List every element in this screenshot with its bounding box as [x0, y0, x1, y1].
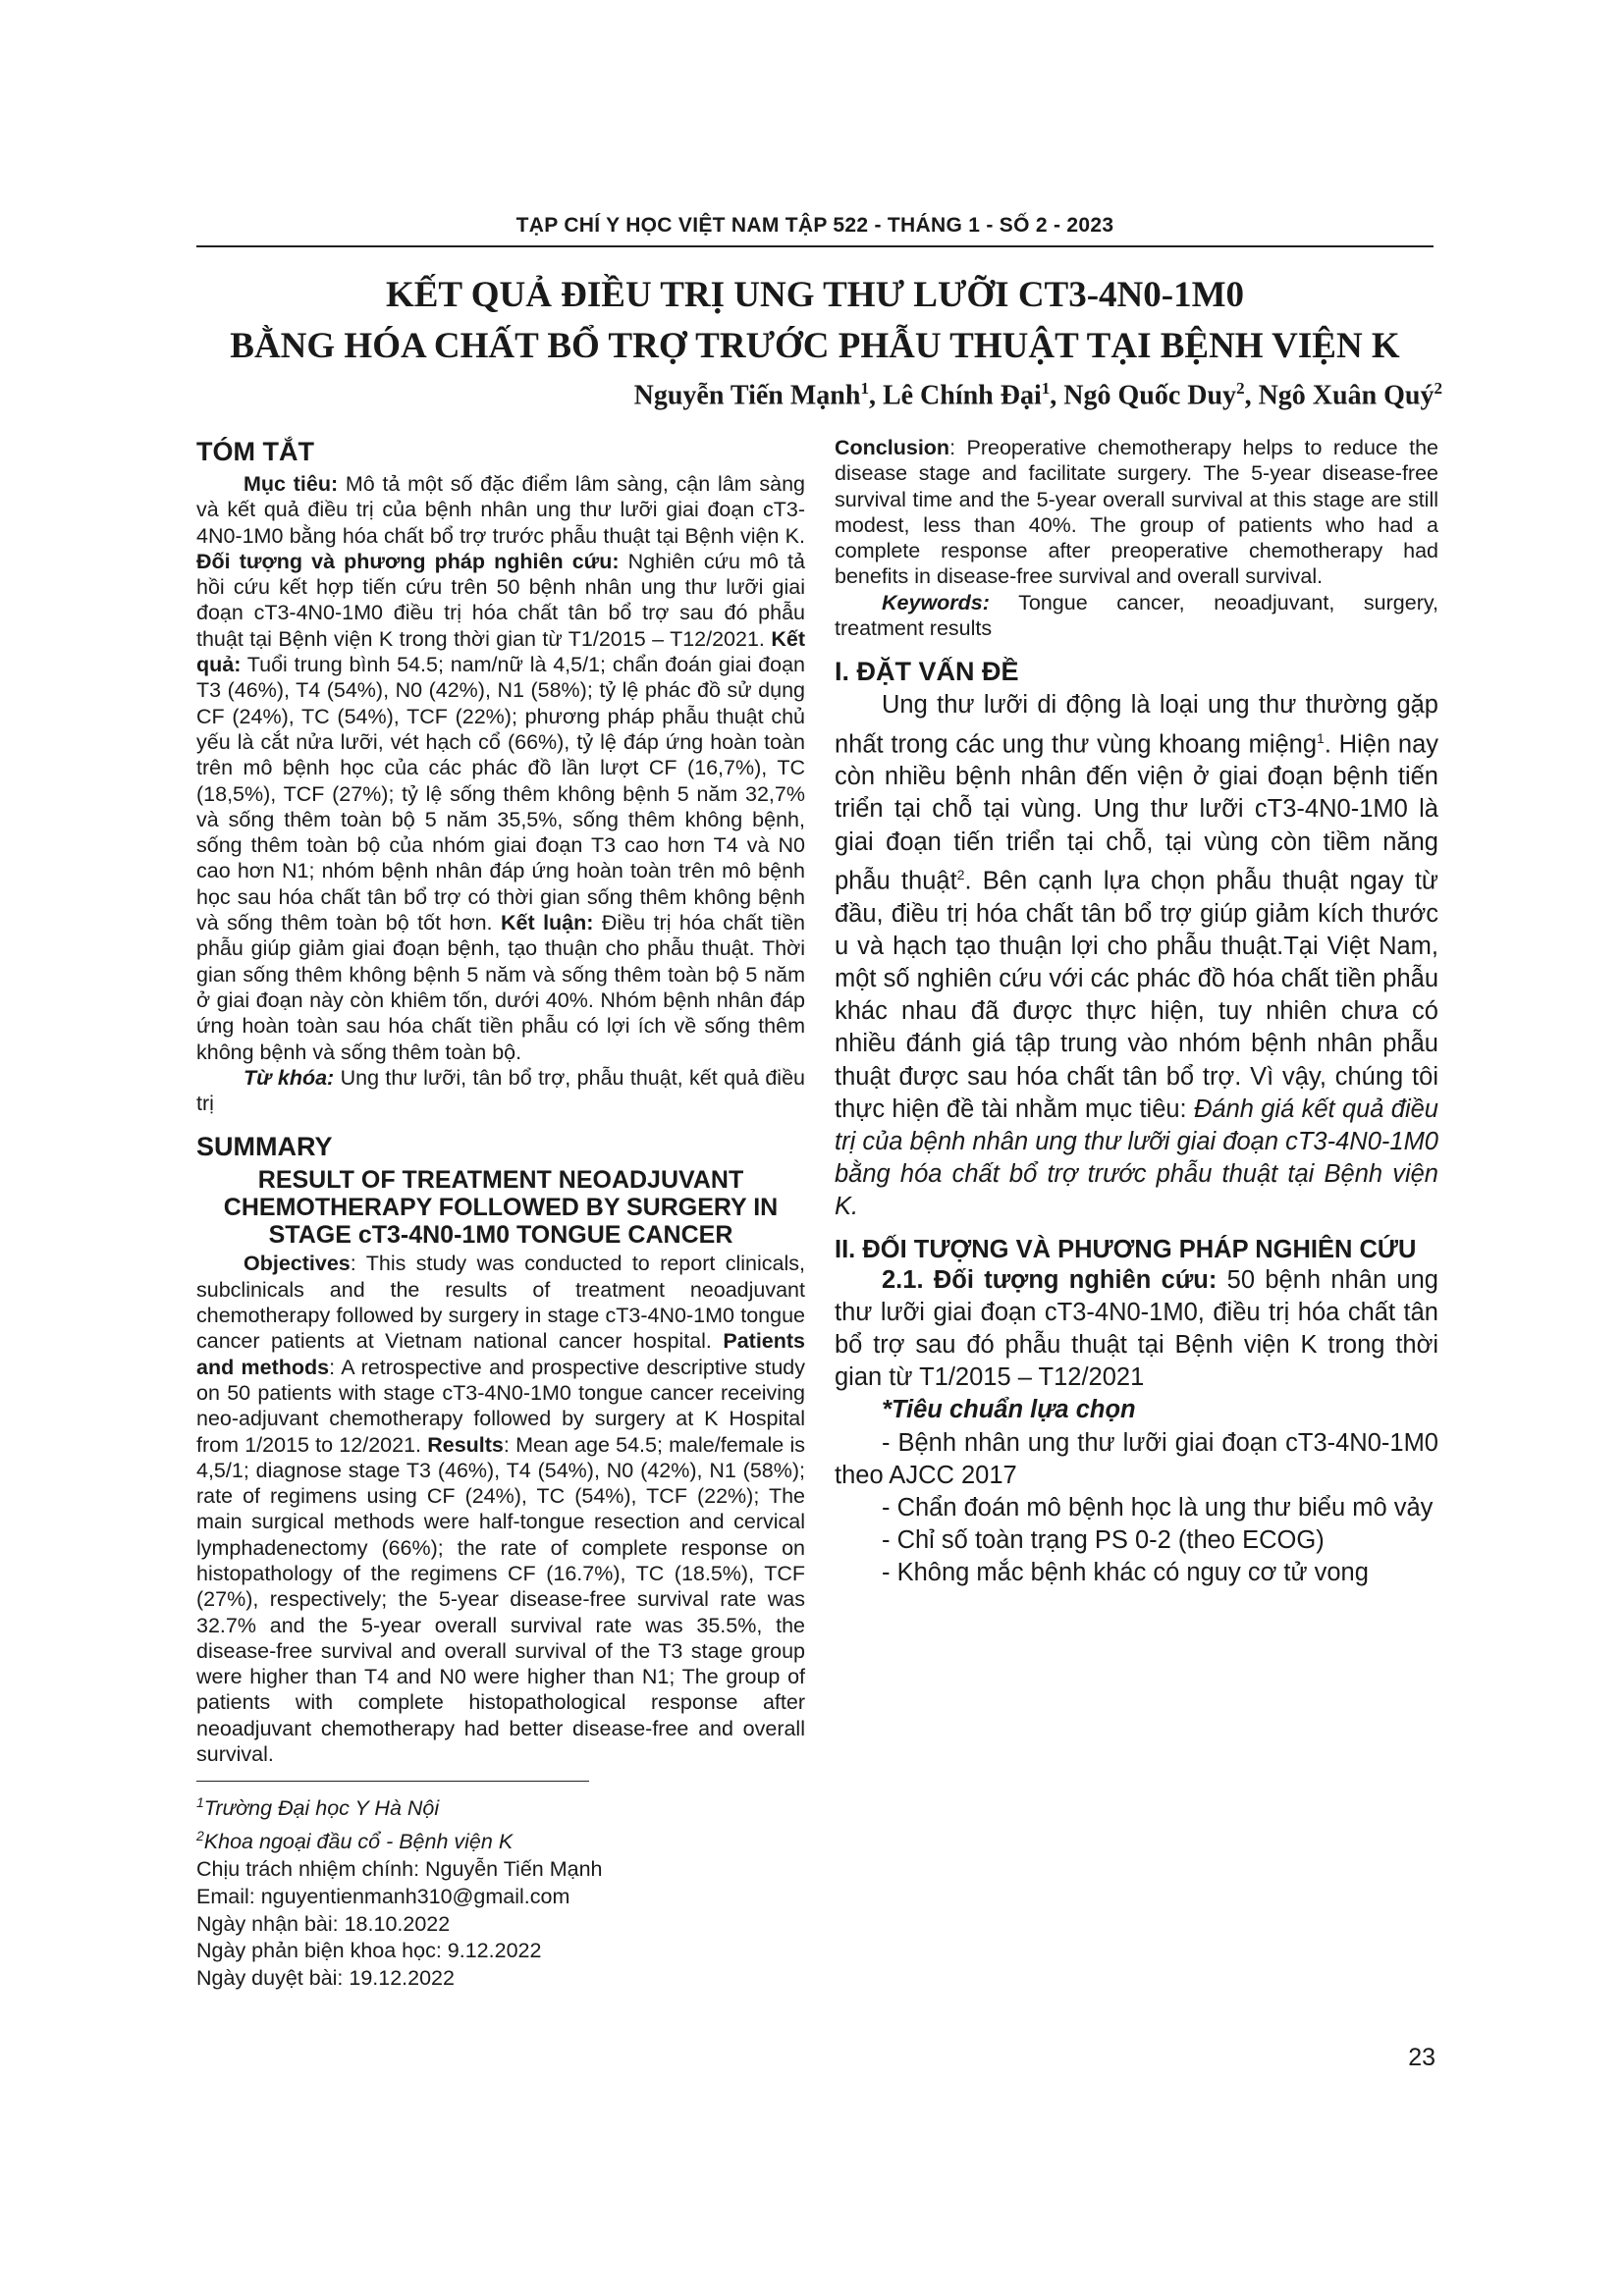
author-separator: , [1050, 380, 1064, 411]
subsection-2-1-label: 2.1. Đối tượng nghiên cứu: [882, 1265, 1218, 1294]
criteria-item: - Không mắc bệnh khác có nguy cơ tử vong [882, 1559, 1369, 1587]
author-2-affiliation: 1 [1041, 379, 1051, 398]
author-4: Ngô Xuân Quý [1258, 380, 1435, 411]
page-number: 23 [1408, 2044, 1435, 2071]
conclusion-en-label: Conclusion [835, 436, 950, 459]
results-en-text: : Mean age 54.5; male/female is 4,5/1; diagnose stage T3 (46%), T4 (54%), N0 (42%), N1 (58%); rate of regimens using CF (24%), TC (54%), TCF (22%); The main surgical methods were half-tongue resection and cervical lymphadenectomy (66%); the rate of complete response on histopathology of the regimens CF (16.7%), TC (18.5%), TCF (27%), respectively; the 5-year disease-free survival rate was 32.7% and the 5-year overall survival rate was 35.5%, the disease-free survival and overall survival of the T3 stage group were higher than T4 and N0 were higher than N1; The group of patients with complete histopathological response after neoadjuvant chemotherapy had better disease-free and overall survival. [196, 1432, 805, 1767]
subsection-2-1-text: 50 bệnh nhân ung thư lưỡi giai đoạn cT3-4N0-1M0, điều trị hóa chất tân bổ trợ sau đó phẫu thuật tại Bệnh viện K trong thời gian từ T1/2015 – T12/2021 [835, 1265, 1438, 1392]
results-en-label: Results [427, 1432, 504, 1457]
intro-text-a: Ung thư lưỡi di động là loại ung thư thường gặp nhất trong các ung thư vùng khoang miệng [835, 691, 1438, 759]
summary-title: RESULT OF TREATMENT NEOADJUVANT CHEMOTHERAPY FOLLOWED BY SURGERY IN STAGE cT3-4N0-1M0 TONGUE CANCER [223, 1166, 779, 1250]
footnote-aff-2: $^2$Khoa ngoại đầu cổ - Bệnh viện K [196, 1827, 514, 1854]
author-2: Lê Chính Đại [882, 380, 1042, 411]
criteria-heading-text: *Tiêu chuẩn lựa chọn [882, 1396, 1136, 1424]
results-text: Tuổi trung bình 54.5; nam/nữ là 4,5/1; chẩn đoán giai đoạn T3 (46%), T4 (54%), N0 (42%), N1 (58%); tỷ lệ phác đồ sử dụng CF (24%), TC (54%), TCF (22%); phương pháp phẫu thuật chủ yếu là cắt nửa lưỡi, vét hạch cổ (66%), tỷ lệ đáp ứng hoàn toàn trên mô bệnh học của các phác đồ lần lượt CF (16,7%), TC (18,5%), TCF (27%); tỷ lệ sống thêm không bệnh 5 năm 32,7% và sống thêm toàn bộ 5 năm 35,5%, sống thêm không bệnh, sống thêm toàn bộ của nhóm giai đoạn T3 cao hơn T4 và N0 cao hơn N1; nhóm bệnh nhân đáp ứng hoàn toàn trên mô bệnh học sau hóa chất tân bổ trợ có thời gian sống thêm không bệnh và sống thêm toàn bộ tốt hơn. [196, 653, 805, 935]
author-separator: , [868, 380, 883, 411]
section-2-heading: II. ĐỐI TƯỢNG VÀ PHƯƠNG PHÁP NGHIÊN CỨU [835, 1235, 1417, 1263]
footnote-email: Email: nguyentienmanh310@gmail.com [196, 1884, 570, 1908]
objectives-text: : This study was conducted to report clinicals, subclinicals and the results of treatment neoadjuvant chemotherapy followed by surgery in stage cT3-4N0-1M0 tongue cancer patients at Vietnam national cancer hospital. [196, 1252, 805, 1354]
author-1: Nguyễn Tiến Mạnh [633, 380, 861, 411]
criteria-heading [835, 1394, 1438, 1426]
footnote-accepted: Ngày duyệt bài: 19.12.2022 [196, 1966, 455, 1991]
patients-methods-text: : A retrospective and prospective descriptive study on 50 patients with stage cT3-4N0-1M0 tongue cancer receiving neo-adjuvant chemotherapy followed by surgery at K Hospital from 1/2015 to 12/2021. [196, 1355, 805, 1457]
criteria-item: - Chỉ số toàn trạng PS 0-2 (theo ECOG) [882, 1526, 1325, 1555]
section-2-1-paragraph [835, 1264, 1438, 1395]
objective-label: Mục tiêu: [244, 472, 339, 496]
conclusion-en-text: : Preoperative chemotherapy helps to reduce the disease stage and facilitate surgery. The 5-year disease-free survival time and the 5-year overall survival at this stage are still modest, less than 40%. The group of patients who had a complete response after preoperative chemotherapy had benefits in disease-free survival and overall survival. [835, 436, 1438, 589]
footnote-corresponding: Chịu trách nhiệm chính: Nguyễn Tiến Mạnh [196, 1856, 603, 1881]
footnotes [196, 1769, 805, 1993]
abstract-vi-body [196, 471, 805, 1065]
author-4-affiliation: 2 [1434, 379, 1442, 398]
author-3: Ngô Quốc Duy [1063, 380, 1237, 411]
keywords-en-text: Tongue cancer, neoadjuvant, surgery, treatment results [835, 590, 1438, 641]
abstract-en-body-left [196, 1251, 805, 1767]
methods-text: Nghiên cứu mô tả hồi cứu kết hợp tiến cứu trên 50 bệnh nhân ung thư lưỡi giai đoạn cT3-4N0-1M0 điều trị hóa chất tân bổ trợ sau đó phẫu thuật tại Bệnh viện K trong thời gian từ T1/2015 – T12/2021. [196, 549, 805, 651]
intro-text-c: . Bên cạnh lựa chọn phẫu thuật ngay từ đầu, điều trị hóa chất tân bổ trợ giúp giảm kích thước u và hạch tạo thuận lợi cho phẫu thuật.Tại Việt Nam, một số nghiên cứu với các phác đồ hóa chất tiền phẫu khác nhau đã được thực hiện, tuy nhiên chưa có nhiều đánh giá tập trung vào nhóm bệnh nhân phẫu thuật được sau hóa chất tân bổ trợ. Vì vậy, chúng tôi thực hiện đề tài nhằm mục tiêu: [835, 867, 1439, 1123]
keywords-en [835, 590, 1438, 642]
article-title [157, 270, 1473, 372]
results-label: Kết quả: [196, 626, 805, 677]
intro-text-b: . Hiện nay còn nhiều bệnh nhân đến viện ở giai đoạn bệnh tiến triển tại chỗ tại vùng. Ung thư lưỡi cT3-4N0-1M0 là giai đoạn tiến triển tại chỗ, tại vùng còn tiềm năng phẫu thuật [835, 730, 1439, 895]
keywords-vi-label: Từ khóa: [244, 1065, 335, 1090]
objective-text: Mô tả một số đặc điểm lâm sàng, cận lâm sàng và kết quả điều trị của bệnh nhân ung thư lưỡi giai đoạn cT3-4N0-1M0 bằng hóa chất bổ trợ trước phẫu thuật tại Bệnh viện K. [196, 472, 805, 548]
right-column [835, 435, 1438, 1590]
author-3-affiliation: 2 [1236, 379, 1245, 398]
criteria-item: - Bệnh nhân ung thư lưỡi giai đoạn cT3-4N0-1M0 theo AJCC 2017 [835, 1428, 1438, 1489]
methods-label: Đối tượng và phương pháp nghiên cứu: [196, 549, 620, 573]
author-list [634, 379, 1442, 411]
objectives-label: Objectives [244, 1252, 351, 1276]
summary-heading: SUMMARY [196, 1132, 333, 1162]
keywords-vi-text: Ung thư lưỡi, tân bổ trợ, phẫu thuật, kết quả điều trị [196, 1065, 805, 1116]
footnote-received: Ngày nhận bài: 18.10.2022 [196, 1911, 451, 1936]
author-1-affiliation: 1 [860, 379, 869, 398]
title-line-2: BẰNG HÓA CHẤT BỔ TRỢ TRƯỚC PHẪU THUẬT TẠI BỆNH VIỆN K [230, 326, 1400, 366]
author-separator: , [1244, 380, 1259, 411]
footnote-rule [196, 1781, 589, 1782]
footnote-reviewed: Ngày phản biện khoa học: 9.12.2022 [196, 1939, 542, 1963]
abstract-vi-heading: TÓM TẮT [196, 437, 314, 466]
citation-2: 2 [956, 866, 965, 882]
title-line-1: KẾT QUẢ ĐIỀU TRỊ UNG THƯ LƯỠI CT3-4N0-1M0 [385, 275, 1245, 315]
conclusion-text: Điều trị hóa chất tiền phẫu giúp giảm giai đoạn bệnh, tạo thuận cho phẫu thuật. Thời gian sống thêm không bệnh 5 năm và sống thêm toàn bộ 5 năm ở giai đoạn này còn khiêm tốn, dưới 40%. Nhóm bệnh nhân đáp ứng hoàn toàn sau hóa chất tiền phẫu có lợi ích về sống thêm không bệnh và sống thêm toàn bộ. [196, 911, 806, 1064]
keywords-vi [196, 1065, 805, 1117]
abstract-en-body-right [835, 435, 1438, 590]
conclusion-label: Kết luận: [500, 911, 594, 935]
journal-header: TẠP CHÍ Y HỌC VIỆT NAM TẬP 522 - THÁNG 1 - SỐ 2 - 2023 [196, 214, 1434, 247]
footnote-aff-1: $^1$Trường Đại học Y Hà Nội [196, 1794, 440, 1821]
section-1-paragraph [835, 689, 1438, 1223]
patients-methods-label: Patients and methods [196, 1329, 805, 1379]
left-column [196, 437, 805, 1767]
section-1-heading: I. ĐẶT VẤN ĐỀ [835, 657, 1019, 687]
citation-1: 1 [1317, 729, 1325, 746]
keywords-en-label: Keywords: [882, 590, 990, 614]
criteria-item: - Chẩn đoán mô bệnh học là ung thư biểu mô vảy [882, 1494, 1434, 1522]
study-objective: Đánh giá kết quả điều trị của bệnh nhân ung thư lưỡi giai đoạn cT3-4N0-1M0 bằng hóa chất bổ trợ trước phẫu thuật tại Bệnh viện K. [835, 1095, 1438, 1221]
